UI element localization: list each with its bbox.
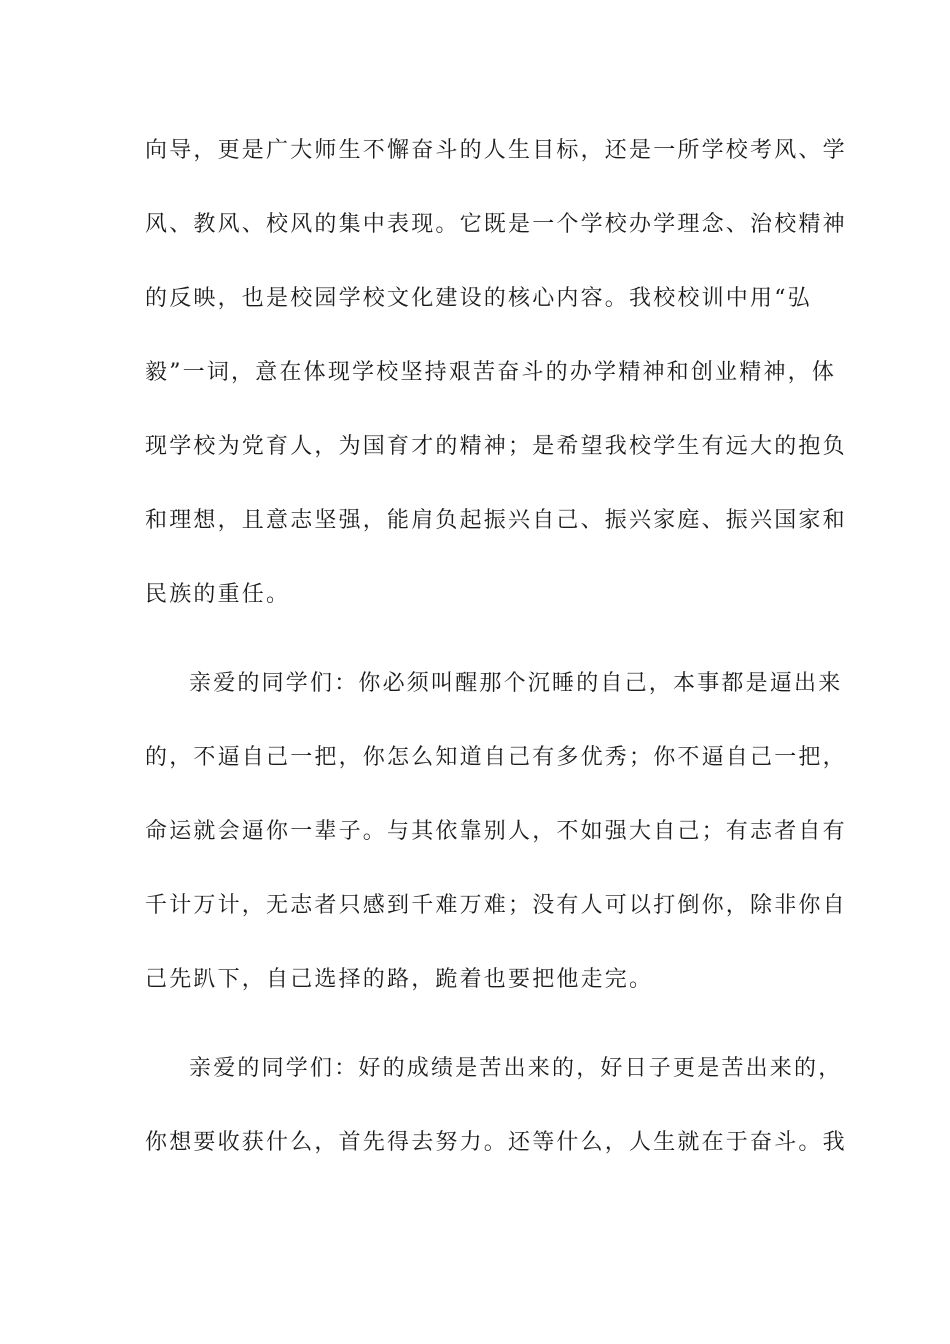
text-line: 命运就会逼你一辈子。与其依靠别人，不如强大自己；有志者自有 bbox=[145, 819, 847, 844]
text-line: 民族的重任。 bbox=[145, 582, 291, 607]
text-line: 风、教风、校风的集中表现。它既是一个学校办学理念、治校精神 bbox=[145, 212, 847, 237]
text-line: 的反映，也是校园学校文化建设的核心内容。我校校训中用“弘 bbox=[145, 286, 812, 311]
text-line: 你想要收获什么，首先得去努力。还等什么，人生就在于奋斗。我 bbox=[145, 1130, 847, 1155]
text-line: 现学校为党育人，为国育才的精神；是希望我校学生有远大的抱负 bbox=[145, 434, 847, 459]
text-line: 向导，更是广大师生不懈奋斗的人生目标，还是一所学校考风、学 bbox=[145, 138, 847, 163]
text-line: 千计万计，无志者只感到千难万难；没有人可以打倒你，除非你自 bbox=[145, 893, 847, 918]
text-line: 毅”一词，意在体现学校坚持艰苦奋斗的办学精神和创业精神，体 bbox=[145, 360, 837, 385]
paragraph-first-line: 亲爱的同学们：你必须叫醒那个沉睡的自己，本事都是逼出来 bbox=[189, 671, 843, 696]
text-line: 己先趴下，自己选择的路，跪着也要把他走完。 bbox=[145, 967, 654, 992]
text-line: 的，不逼自己一把，你怎么知道自己有多优秀；你不逼自己一把， bbox=[145, 745, 847, 770]
paragraph-first-line: 亲爱的同学们：好的成绩是苦出来的，好日子更是苦出来的， bbox=[189, 1056, 843, 1081]
text-line: 和理想，且意志坚强，能肩负起振兴自己、振兴家庭、振兴国家和 bbox=[145, 508, 847, 533]
